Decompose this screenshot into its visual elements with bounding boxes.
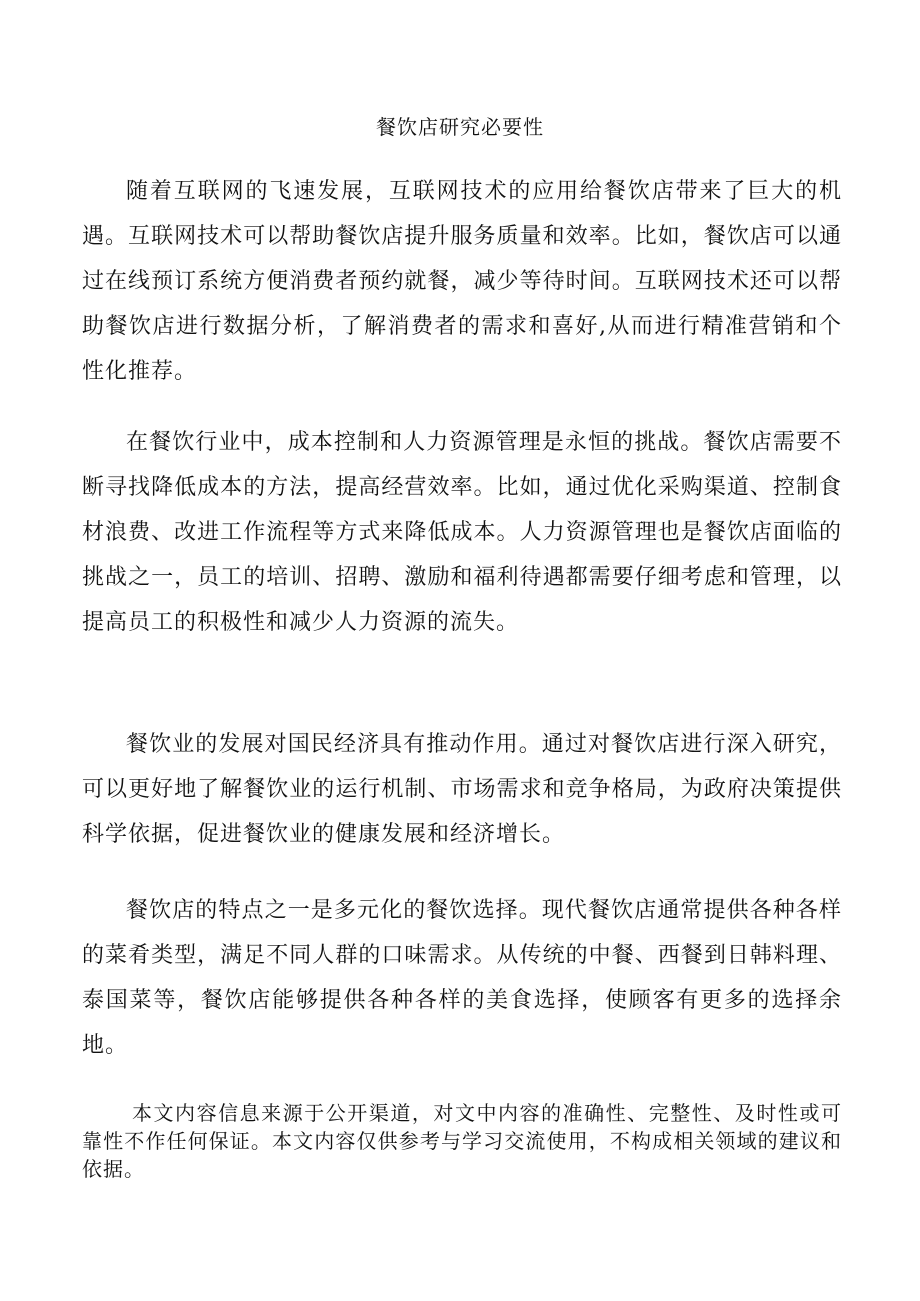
- paragraph-economic-impact: 餐饮业的发展对国民经济具有推动作用。通过对餐饮店进行深入研究，可以更好地了解餐饮业的运行机制、市场需求和竞争格局，为政府决策提供科学依据，促进餐饮业的健康发展和经济增长。: [82, 732, 842, 847]
- paragraph-internet-technology: 随着互联网的飞速发展，互联网技术的应用给餐饮店带来了巨大的机遇。互联网技术可以帮助餐饮店提升服务质量和效率。比如，餐饮店可以通过在线预订系统方便消费者预约就餐，减少等待时间。互联网技术还可以帮助餐饮店进行数据分析，了解消费者的需求和喜好,从而进行精准营销和个性化推荐。: [82, 179, 842, 384]
- paragraph-diverse-choices: 餐饮店的特点之一是多元化的餐饮选择。现代餐饮店通常提供各种各样的菜肴类型，满足不同人群的口味需求。从传统的中餐、西餐到日韩料理、泰国菜等，餐饮店能够提供各种各样的美食选择，使顾客有更多的选择余地。: [82, 898, 842, 1058]
- disclaimer-text: 本文内容信息来源于公开渠道，对文中内容的准确性、完整性、及时性或可靠性不作任何保证。本文内容仅供参考与学习交流使用，不构成相关领域的建议和依据。: [82, 1101, 842, 1181]
- paragraph-cost-control-hr: 在餐饮行业中，成本控制和人力资源管理是永恒的挑战。餐饮店需要不断寻找降低成本的方法，提高经营效率。比如，通过优化采购渠道、控制食材浪费、改进工作流程等方式来降低成本。人力资源管理也是餐饮店面临的挑战之一，员工的培训、招聘、激励和福利待遇都需要仔细考虑和管理，以提高员工的积极性和减少人力资源的流失。: [82, 430, 842, 635]
- document-title: 餐饮店研究必要性: [376, 115, 544, 139]
